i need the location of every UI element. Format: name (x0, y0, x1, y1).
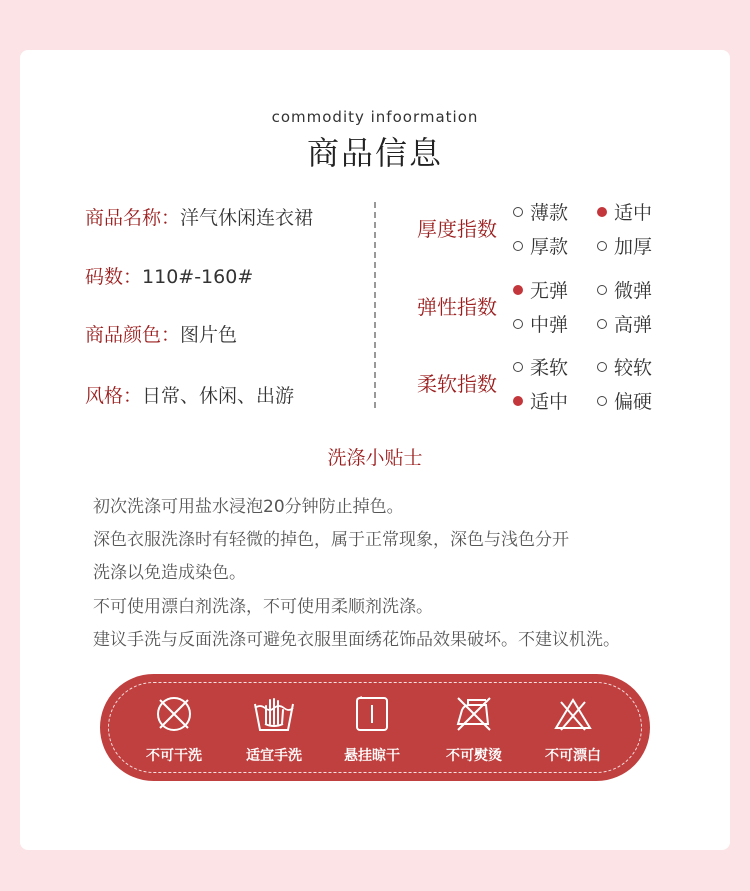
info-key: 风格： (85, 385, 143, 407)
option-label: 厚款 (530, 236, 569, 258)
info-row-name (85, 203, 313, 230)
no-iron-icon (452, 694, 496, 734)
wash-tip: 深色衣服洗涤时有轻微的掉色，属于正常现象，深色与浅色分开 (93, 530, 569, 550)
english-title: commodity infoormation (271, 108, 479, 126)
softness-option (513, 387, 568, 414)
info-key: 商品颜色： (85, 324, 181, 346)
info-value: 图片色 (180, 324, 238, 346)
wash-tip: 初次洗涤可用盐水浸泡20分钟防止掉色。 (93, 497, 404, 517)
vertical-divider (374, 202, 376, 408)
radio-dot-icon (513, 241, 523, 251)
option-label: 无弹 (530, 280, 569, 302)
elasticity-option (513, 276, 568, 303)
radio-dot-icon (513, 285, 523, 295)
care-hang-dry (322, 694, 422, 765)
radio-dot-icon (597, 241, 607, 251)
option-label: 高弹 (614, 314, 653, 336)
care-no-bleach (523, 694, 623, 765)
info-value: 洋气休闲连衣裙 (180, 207, 314, 229)
elasticity-option (597, 276, 652, 303)
radio-dot-icon (597, 207, 607, 217)
wash-tip: 建议手洗与反面洗涤可避免衣服里面绣花饰品效果破坏。不建议机洗。 (93, 630, 620, 650)
no-bleach-icon (551, 694, 595, 734)
info-key: 码数： (85, 266, 143, 288)
wash-tips-title: 洗涤小贴士 (327, 447, 423, 469)
option-label: 适中 (614, 202, 653, 224)
radio-dot-icon (513, 207, 523, 217)
softness-index-label: 柔软指数 (417, 372, 497, 396)
care-no-iron (424, 694, 524, 765)
thickness-option (597, 232, 652, 259)
radio-dot-icon (513, 319, 523, 329)
care-label: 不可干洗 (146, 748, 202, 764)
thickness-option (597, 198, 652, 225)
care-label: 适宜手洗 (246, 748, 302, 764)
wash-tip: 洗涤以免造成染色。 (93, 563, 246, 583)
option-label: 中弹 (530, 314, 569, 336)
elasticity-option (597, 310, 652, 337)
radio-dot-icon (597, 362, 607, 372)
thickness-option (513, 198, 568, 225)
page-title: 商品信息 (306, 134, 443, 172)
thickness-option (513, 232, 568, 259)
option-label: 偏硬 (614, 391, 653, 413)
info-row-style (85, 381, 294, 408)
option-label: 柔软 (530, 357, 569, 379)
care-label: 不可漂白 (545, 748, 601, 764)
softness-option (513, 353, 568, 380)
care-label: 不可熨烫 (446, 748, 502, 764)
hand-wash-icon (252, 694, 296, 734)
option-label: 较软 (614, 357, 653, 379)
radio-dot-icon (513, 396, 523, 406)
radio-dot-icon (513, 362, 523, 372)
hang-dry-icon (352, 694, 392, 734)
radio-dot-icon (597, 319, 607, 329)
option-label: 适中 (530, 391, 569, 413)
care-label: 悬挂晾干 (344, 748, 400, 764)
care-no-dry-clean (124, 694, 224, 765)
info-row-size (85, 262, 253, 289)
radio-dot-icon (597, 285, 607, 295)
option-label: 微弹 (614, 280, 653, 302)
no-dry-clean-icon (154, 694, 194, 734)
info-value: 110#-160# (142, 266, 254, 288)
care-hand-wash (224, 694, 324, 765)
option-label: 薄款 (530, 202, 569, 224)
thickness-index-label: 厚度指数 (417, 217, 497, 241)
elasticity-index-label: 弹性指数 (417, 295, 497, 319)
softness-option (597, 353, 652, 380)
softness-option (597, 387, 652, 414)
option-label: 加厚 (614, 236, 653, 258)
info-key: 商品名称： (85, 207, 181, 229)
wash-tip: 不可使用漂白剂洗涤，不可使用柔顺剂洗涤。 (93, 597, 433, 617)
info-value: 日常、休闲、出游 (142, 385, 295, 407)
info-row-color (85, 320, 237, 347)
elasticity-option (513, 310, 568, 337)
radio-dot-icon (597, 396, 607, 406)
